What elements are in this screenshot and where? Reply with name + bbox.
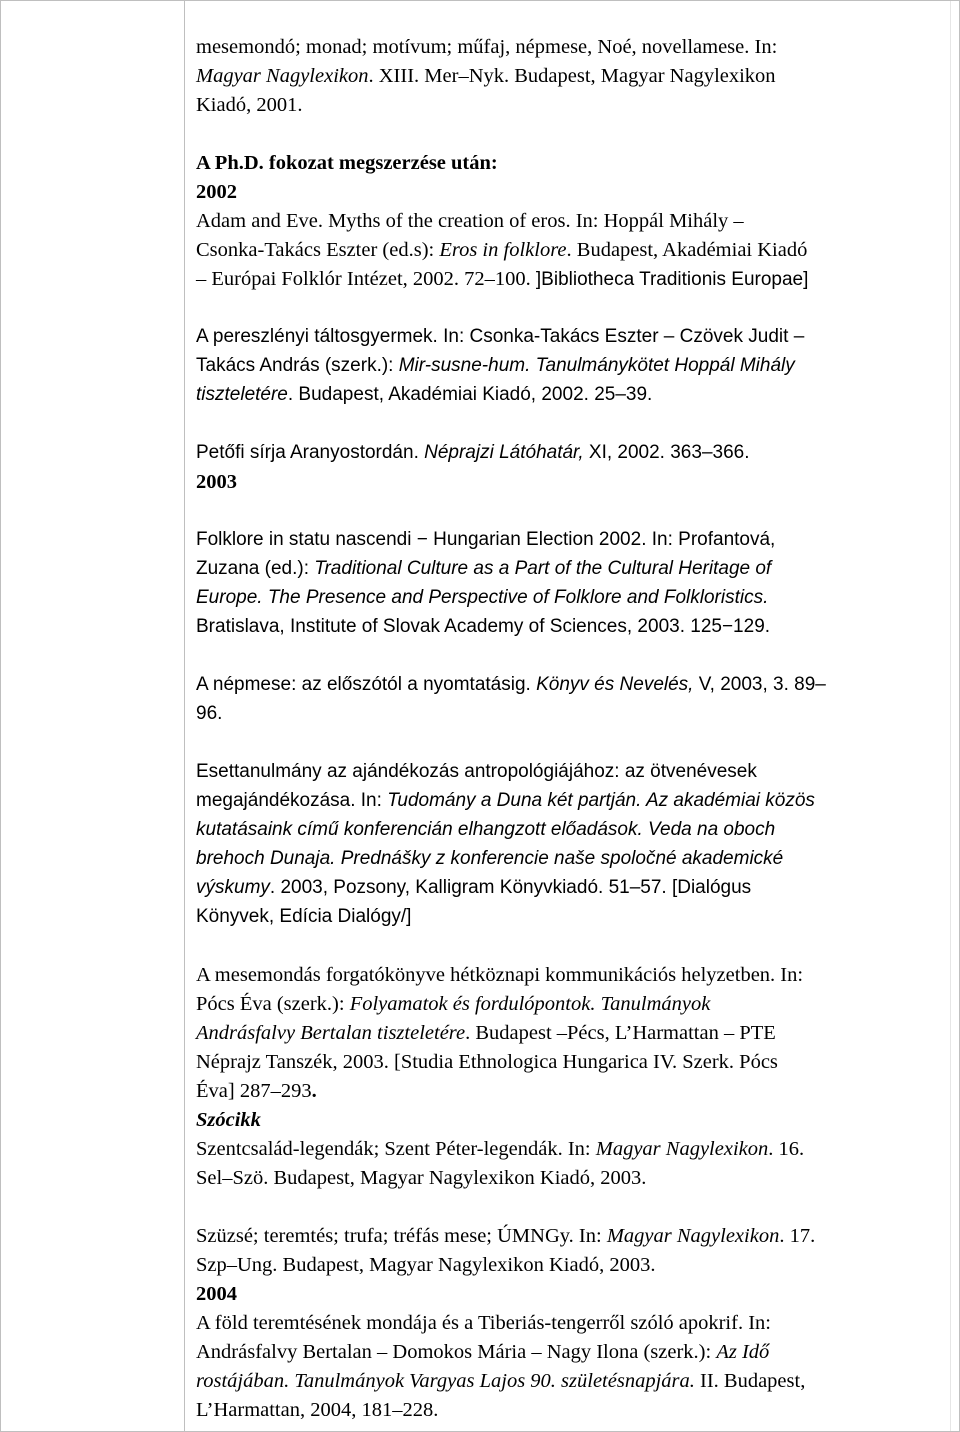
entry-esettanulmany-line6 [196, 904, 411, 930]
entry-title: rostájában. Tanulmányok Vargyas Lajos 90. születésnapjára. [196, 1370, 695, 1392]
entry-title: výskumy [196, 877, 270, 898]
entry-nepmese [196, 672, 826, 698]
entry-esettanulmany-line2 [196, 788, 815, 814]
entry-text: 96. [196, 703, 223, 724]
left-column-rule [184, 1, 185, 1431]
entry-mesemondas-line2 [196, 991, 710, 1017]
entry-text: megajándékozása. In: [196, 790, 388, 811]
entry-title: Magyar Nagylexikon [196, 65, 369, 87]
entry-text: Sel–Szö. Budapest, Magyar Nagylexikon Kiadó, 2003. [196, 1167, 647, 1189]
entry-text: Bratislava, Institute of Slovak Academy of Sciences, 2003. 125−129. [196, 616, 771, 637]
section-heading-text: Szócikk [196, 1109, 261, 1131]
entry-text: L’Harmattan, 2004, 181–228. [196, 1399, 439, 1421]
entry-text: Pócs Éva (szerk.): [196, 993, 350, 1015]
entry-lexicon-2001 [196, 34, 777, 60]
entry-text: A pereszlényi táltosgyermek. In: Csonka-Takács Eszter – Czövek Judit – [196, 326, 805, 347]
entry-fold-teremtese-line2 [196, 1339, 769, 1365]
entry-text: . Budapest –Pécs, L’Harmattan – PTE [465, 1022, 776, 1044]
entry-title: Traditional Culture as a Part of the Cultural Heritage of [314, 558, 772, 579]
entry-lexicon-2001-line2 [196, 63, 776, 89]
section-heading-szocikk [196, 1107, 261, 1133]
entry-fold-teremtese [196, 1310, 771, 1336]
entry-title: Tudomány a Duna két partján. Az akadémiai közös [387, 790, 815, 811]
entry-petofi [196, 440, 750, 466]
entry-nepmese-line2 [196, 701, 222, 727]
entry-szentcsalad [196, 1136, 804, 1162]
entry-text: mesemondó; monad; motívum; műfaj, népmese, Noé, novellamese. In: [196, 36, 778, 58]
entry-adam-and-eve-line3 [196, 266, 808, 293]
right-column-rule [950, 1, 951, 1431]
entry-text: A föld teremtésének mondája és a Tiberiás-tengerről szóló apokrif. In: [196, 1312, 771, 1334]
entry-pereszlenyi-line3 [196, 382, 652, 408]
entry-folklore-in-statu-line2 [196, 556, 771, 582]
entry-text: Könyvek, Edícia Dialógy/] [196, 906, 412, 927]
entry-text: – Európai Folklór Intézet, 2002. 72–100. [196, 268, 536, 290]
entry-text: . 2003, Pozsony, Kalligram Könyvkiadó. 51–57. [Dialógus [269, 877, 752, 898]
entry-mesemondas-line5 [196, 1078, 317, 1104]
entry-title: Eros in folklore [439, 239, 567, 261]
entry-title: tiszteletére [196, 384, 288, 405]
entry-text: Szp–Ung. Budapest, Magyar Nagylexikon Kiadó, 2003. [196, 1254, 656, 1276]
entry-title: Magyar Nagylexikon [595, 1138, 769, 1160]
entry-text: Kiadó, 2001. [196, 94, 303, 116]
entry-folklore-in-statu-line4 [196, 614, 770, 640]
entry-esettanulmany-line5 [196, 875, 751, 901]
entry-mesemondas-line4 [196, 1049, 778, 1075]
entry-esettanulmany [196, 759, 757, 785]
entry-fold-teremtese-line3 [196, 1368, 805, 1394]
entry-text: Andrásfalvy Bertalan – Domokos Mária – Nagy Ilona (szerk.): [196, 1341, 717, 1363]
entry-text: Folklore in statu nascendi − Hungarian Election 2002. In: Profantová, [196, 529, 776, 550]
entry-szuzse [196, 1223, 815, 1249]
entry-title: Magyar Nagylexikon [606, 1225, 780, 1247]
entry-mesemondas [196, 962, 803, 988]
entry-pereszlenyi [196, 324, 804, 350]
entry-title: kutatásaink című konferencián elhangzott előadások. Veda na oboch [196, 819, 776, 840]
entry-text: XI, 2002. 363–366. [583, 442, 750, 463]
entry-adam-and-eve-line2 [196, 237, 807, 263]
entry-text: . Budapest, Akadémiai Kiadó [566, 239, 808, 261]
entry-text: . 17. [779, 1225, 816, 1247]
entry-title: Andrásfalvy Bertalan tiszteletére [196, 1022, 466, 1044]
entry-text: A mesemondás forgatókönyve hétköznapi kommunikációs helyzetben. In: [196, 964, 804, 986]
journal-title: Néprajzi Látóhatár, [424, 442, 584, 463]
entry-text: Adam and Eve. Myths of the creation of eros. In: Hoppál Mihály – [196, 210, 744, 232]
entry-text: Esettanulmány az ajándékozás antropológiájához: az ötvenévesek [196, 761, 757, 782]
entry-text: Szüzsé; teremtés; trufa; tréfás mese; ÚMNGy. In: [196, 1225, 607, 1247]
entry-text: . [311, 1080, 317, 1102]
entry-title: Az Idő [716, 1341, 770, 1363]
entry-text: A népmese: az előszótól a nyomtatásig. [196, 674, 537, 695]
entry-text: Zuzana (ed.): [196, 558, 315, 579]
year-heading-2004: 2004 [196, 1283, 237, 1305]
year-heading-2002: 2002 [196, 181, 237, 203]
entry-fold-teremtese-line4 [196, 1397, 438, 1423]
entry-pereszlenyi-line2 [196, 353, 795, 379]
entry-folklore-in-statu-line3 [196, 585, 768, 611]
entry-text: Petőfi sírja Aranyostordán. [196, 442, 425, 463]
entry-title: Mir-susne-hum. Tanulmánykötet Hoppál Mihály [398, 355, 795, 376]
entry-text: . XIII. Mer–Nyk. Budapest, Magyar Nagylexikon [368, 65, 776, 87]
entry-text: Éva] 287–293 [196, 1080, 312, 1102]
entry-mesemondas-line3 [196, 1020, 776, 1046]
entry-szentcsalad-line2 [196, 1165, 646, 1191]
entry-text: Takács András (szerk.): [196, 355, 399, 376]
year-heading-2003: 2003 [196, 471, 237, 493]
entry-text: V, 2003, 3. 89– [693, 674, 826, 695]
series-name: ]Bibliotheca Traditionis Europae] [535, 269, 809, 290]
entry-text: Néprajz Tanszék, 2003. [Studia Ethnologica Hungarica IV. Szerk. Pócs [196, 1051, 778, 1073]
entry-text: Szentcsalád-legendák; Szent Péter-legendák. In: [196, 1138, 596, 1160]
entry-esettanulmany-line4 [196, 846, 783, 872]
entry-text: . Budapest, Akadémiai Kiadó, 2002. 25–39. [287, 384, 653, 405]
entry-text: Csonka-Takács Eszter (ed.s): [196, 239, 440, 261]
entry-lexicon-2001-line3 [196, 92, 302, 118]
entry-title: Folyamatok és fordulópontok. Tanulmányok [349, 993, 711, 1015]
entry-title: Europe. The Presence and Perspective of Folklore and Folkloristics. [196, 587, 769, 608]
entry-title: brehoch Dunaja. Prednášky z konferencie naše spoločné akademické [196, 848, 784, 869]
entry-adam-and-eve [196, 208, 744, 234]
section-heading-phd: A Ph.D. fokozat megszerzése után: [196, 152, 498, 174]
entry-text: . 16. [768, 1138, 805, 1160]
journal-title: Könyv és Nevelés, [536, 674, 694, 695]
entry-text: II. Budapest, [694, 1370, 806, 1392]
entry-folklore-in-statu [196, 527, 775, 553]
entry-szuzse-line2 [196, 1252, 655, 1278]
entry-esettanulmany-line3 [196, 817, 775, 843]
